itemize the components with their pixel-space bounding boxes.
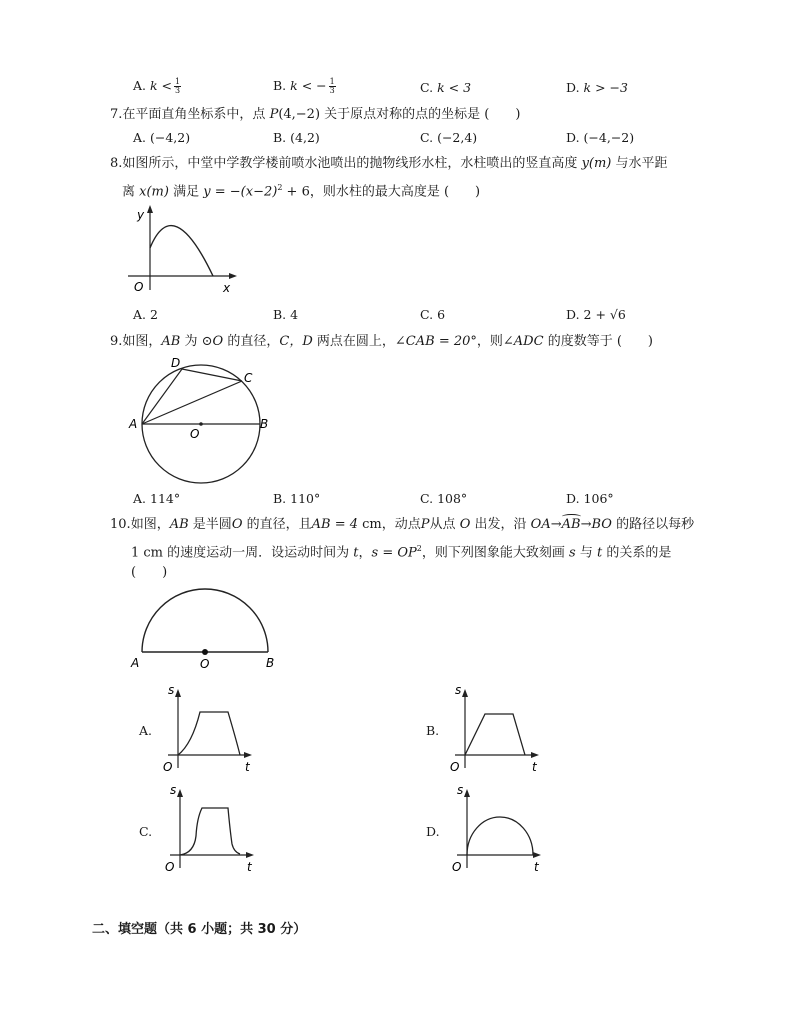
frac-den: 3: [329, 86, 335, 95]
q8-stem-line1: [110, 156, 668, 172]
graph-b: [445, 684, 545, 774]
q6-option-c: [420, 80, 471, 96]
stem-text: 离: [122, 184, 136, 200]
parabola-curve: [150, 226, 213, 276]
stem-text: 如图，: [122, 334, 162, 349]
s-axis-arrow: [177, 789, 183, 797]
option-text: k <: [150, 78, 173, 93]
label-b: B: [266, 656, 275, 670]
stem-text: 满足: [173, 184, 200, 200]
option-text: (4,2): [290, 130, 320, 145]
option-letter: D.: [566, 130, 580, 145]
fraction: [174, 78, 181, 95]
segment-label: AB: [161, 334, 181, 349]
q10-option-c-graph: [160, 784, 260, 874]
point-label: O: [459, 517, 471, 532]
option-text: 110°: [290, 491, 321, 506]
question-number: 9.: [110, 334, 123, 349]
q10-option-d-letter: D.: [426, 824, 440, 839]
graph-c: [160, 784, 260, 874]
graph-d: [447, 784, 547, 874]
angle: ∠ADC: [502, 334, 544, 349]
point-label: P: [420, 517, 430, 532]
variable: s: [569, 545, 576, 561]
stem-text: 关于原点对称的点的坐标是 ( ): [324, 107, 521, 122]
axis-label-y: y: [137, 208, 145, 222]
axis-label-s: s: [168, 683, 175, 697]
stem-text: 1 cm 的速度运动一周．设运动时间为: [131, 545, 350, 561]
label-d: D: [171, 356, 181, 370]
q7-option-a: [133, 130, 190, 146]
option-letter: D.: [566, 307, 580, 322]
option-letter: C.: [420, 80, 434, 95]
q9-option-d: [566, 491, 614, 507]
stem-text: 从点: [429, 517, 456, 532]
graph-curve: [178, 712, 240, 755]
label-b: B: [260, 417, 269, 431]
stem-text: 的直径，: [227, 334, 280, 349]
q10-option-b-graph: [445, 684, 545, 774]
stem-text: 出发，沿: [474, 517, 527, 532]
section-heading: 二、填空题（共 6 小题；共 30 分）: [92, 922, 307, 937]
equation: y = −(x−2): [203, 184, 278, 200]
q10-option-a-graph: [158, 684, 258, 774]
stem-text: ，: [358, 545, 372, 561]
stem-text: 如图，: [130, 517, 170, 532]
variable: t: [597, 545, 603, 561]
t-axis-arrow: [533, 852, 541, 858]
t-axis-arrow: [531, 752, 539, 758]
option-letter: B.: [273, 307, 287, 322]
stem-text: 是半圆: [192, 517, 232, 532]
option-text: 6: [437, 307, 446, 322]
path: →BO: [580, 517, 612, 532]
label-o: O: [190, 427, 200, 441]
q6-option-a: [133, 78, 181, 95]
coordinate: (4,−2): [278, 107, 321, 122]
label-c: C: [244, 371, 253, 385]
q10-option-b-letter: B.: [426, 723, 440, 738]
option-letter: B.: [273, 78, 287, 93]
q8-option-a: [133, 307, 158, 323]
option-text: (−4,2): [150, 130, 191, 145]
equation: s = OP: [371, 545, 417, 561]
point-label: O: [212, 334, 224, 349]
q8-stem-line2: [122, 180, 480, 200]
origin-label: O: [163, 760, 173, 774]
q9-option-a: [133, 491, 180, 507]
semicircle-arc: [142, 589, 268, 652]
option-text: 2 + √6: [583, 307, 626, 322]
semicircle-diagram: [128, 586, 288, 672]
stem-text: 为 ⊙: [184, 334, 213, 349]
q8-parabola-figure: [125, 202, 245, 294]
stem-text: 两点在圆上，: [316, 334, 395, 349]
q10-stem-line3: ( ): [131, 565, 168, 580]
graph-curve: [180, 808, 240, 855]
origin-label: O: [165, 860, 175, 874]
option-letter: D.: [566, 491, 580, 506]
variable: t: [353, 545, 359, 561]
question-number: 7.: [110, 107, 123, 122]
unit: cm: [362, 517, 382, 532]
equation-tail: + 6: [282, 184, 310, 200]
y-axis-arrow: [147, 205, 153, 213]
frac-num: 1: [175, 77, 181, 86]
option-letter: D.: [566, 80, 580, 95]
center-dot: [202, 649, 208, 655]
fraction: [329, 78, 336, 95]
q6-option-d: [566, 80, 628, 96]
label-a: A: [129, 417, 138, 431]
arc-ab: AB: [561, 517, 581, 532]
graph-a: [158, 684, 258, 774]
q9-circle-figure: [128, 354, 278, 489]
label-a: A: [131, 656, 140, 670]
point-label: C，D: [279, 334, 313, 349]
exponent: 2: [416, 544, 422, 553]
option-text: k < −: [290, 78, 327, 93]
axis-label-s: s: [457, 783, 464, 797]
axis-label-s: s: [455, 683, 462, 697]
question-number: 10.: [110, 517, 131, 532]
label-o: O: [200, 657, 210, 671]
graph-curve: [465, 714, 525, 755]
s-axis-arrow: [464, 789, 470, 797]
stem-text: 的直径，且: [246, 517, 312, 532]
variable: x(m): [139, 184, 169, 200]
q10-semicircle-figure: [128, 586, 288, 672]
point-label: P: [269, 107, 279, 122]
graph-curve: [467, 817, 533, 855]
length: AB = 4: [311, 517, 359, 532]
option-letter: B.: [273, 130, 287, 145]
angle: ∠CAB = 20°: [394, 334, 477, 349]
q9-option-b: [273, 491, 320, 507]
axis-label-s: s: [170, 783, 177, 797]
option-letter: C.: [420, 491, 434, 506]
t-axis-arrow: [244, 752, 252, 758]
q9-stem: [110, 334, 653, 350]
option-letter: C.: [420, 307, 434, 322]
stem-text: 与水平距: [615, 156, 668, 171]
option-letter: A.: [133, 130, 147, 145]
axis-label-t: t: [245, 760, 250, 774]
exponent: 2: [277, 183, 283, 192]
option-text: k < 3: [437, 80, 472, 95]
q7-option-c: [420, 130, 477, 146]
variable: y(m): [581, 156, 612, 171]
option-text: 114°: [150, 491, 181, 506]
stem-text: 如图所示，中堂中学教学楼前喷水池喷出的抛物线形水柱，水柱喷出的竖直高度: [122, 156, 578, 171]
option-letter: C.: [420, 130, 434, 145]
stem-text: 的度数等于 ( ): [547, 334, 653, 349]
stem-text: ，则水柱的最大高度是 ( ): [309, 184, 481, 200]
option-text: 2: [150, 307, 158, 322]
q8-option-b: [273, 307, 298, 323]
axis-label-t: t: [534, 860, 539, 874]
parabola-graph: [125, 202, 245, 294]
option-letter: A.: [133, 78, 147, 93]
q6-option-b: [273, 78, 336, 95]
q7-option-d: [566, 130, 634, 146]
q10-stem-line2: [131, 541, 671, 561]
option-text: (−2,4): [437, 130, 478, 145]
origin-label: O: [134, 280, 144, 294]
origin-label: O: [452, 860, 462, 874]
path: OA→: [530, 517, 562, 532]
axis-label-x: x: [223, 281, 231, 295]
option-letter: A.: [133, 491, 147, 506]
stem-text: ，则: [476, 334, 503, 349]
frac-den: 3: [175, 86, 181, 95]
q9-option-c: [420, 491, 467, 507]
q7-option-b: [273, 130, 320, 146]
stem-text: ，动点: [381, 517, 421, 532]
stem-text: 的路径以每秒: [616, 517, 695, 532]
q8-option-d: [566, 307, 626, 323]
stem-text: 与: [579, 545, 593, 561]
s-axis-arrow: [175, 689, 181, 697]
option-text: (−4,−2): [583, 130, 635, 145]
stem-text: ，则下列图象能大致刻画: [421, 545, 565, 561]
q7-stem: [110, 107, 520, 123]
option-text: 108°: [437, 491, 468, 506]
point-label: O: [231, 517, 243, 532]
t-axis-arrow: [246, 852, 254, 858]
stem-text: 的关系的是: [606, 545, 672, 561]
s-axis-arrow: [462, 689, 468, 697]
q10-option-a-letter: A.: [139, 723, 153, 738]
option-letter: B.: [273, 491, 287, 506]
circle-diagram: [128, 354, 278, 489]
frac-num: 1: [329, 77, 335, 86]
q10-stem-line1: [110, 517, 694, 533]
origin-label: O: [450, 760, 460, 774]
option-text: k > −3: [583, 80, 628, 95]
axis-label-t: t: [532, 760, 537, 774]
center-dot: [199, 422, 203, 426]
q8-option-c: [420, 307, 445, 323]
stem-text: 在平面直角坐标系中，点: [122, 107, 266, 122]
q10-option-c-letter: C.: [139, 824, 153, 839]
option-text: 4: [290, 307, 299, 322]
q10-option-d-graph: [447, 784, 547, 874]
option-text: 106°: [583, 491, 614, 506]
axis-label-t: t: [247, 860, 252, 874]
option-letter: A.: [133, 307, 147, 322]
question-number: 8.: [110, 156, 123, 171]
segment-label: AB: [169, 517, 189, 532]
x-axis-arrow: [229, 273, 237, 279]
